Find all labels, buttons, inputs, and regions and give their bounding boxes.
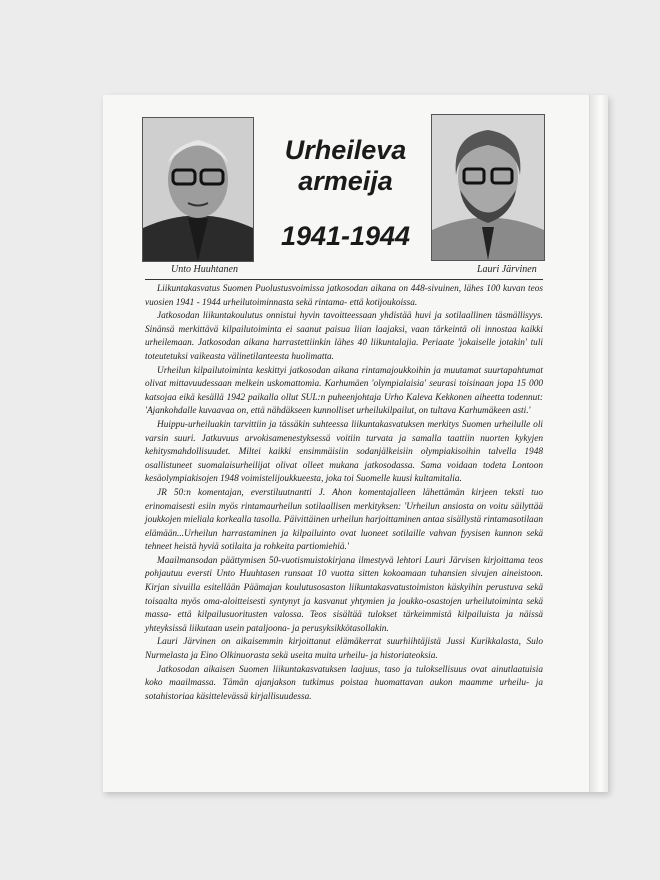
title-line-2: armeija (298, 166, 393, 196)
title-line-1: Urheileva (284, 135, 407, 165)
portrait-photo-left (142, 117, 254, 262)
book-title (263, 135, 428, 252)
book-spine (589, 95, 608, 792)
paragraph: Huippu-urheiluakin tarvittiin ja tässäkin suhteessa liikuntakasvatuksen merkitys Suomen urheilulle oli varsin suuri. Jatkuvuus arvokisamenestyksessä voitiin turvata ja samalla taattiin nuorten kykyjen kehitysmahdollisuudet. Miltei kaikki ensimmäisiin sodanjälkeisiin olympiakisoihin talvella 1948 osallistuneet suomalaisurheilijat olivat olleet mukana jatkosodassa. Sama voidaan todeta Lontoon kesäolympiakisojen 1948 voimistelijoukkueesta, joka toi Suomelle kuusi kultamitalia. (145, 419, 543, 485)
paragraph: JR 50:n komentajan, everstiluutnantti J. Ahon komentajalleen lähettämän kirjeen teksti tuo erinomaisesti esiin myös rintamaurheilun sotilaallisen merkityksen: 'Urheilun ansiosta on voitu säilyttää joukkojen mieliala korkealla tasolla. Päivittäinen urheilun harjoittaminen antaa sisällystä rintamasotilaan elämään...Urheilun harrastaminen ja kilpailuinto ovat luoneet sotilaille vahvan fyysisen kunnon sekä tehneet heistä hyviä sotilaita ja rohkeita partiomiehiä.' (145, 487, 543, 553)
caption-right: Lauri Järvinen (477, 264, 537, 275)
paragraph: Jatkosodan aikaisen Suomen liikuntakasvatuksen laajuus, taso ja tuloksellisuus ovat ainutlaatuisia koko maailmassa. Tämän ajanjakson tutkimus poistaa huomattavan aukon maamme urheilu- ja sotahistoriaa käsittelevässä kirjallisuudessa. (145, 664, 543, 702)
paragraph: Urheilun kilpailutoiminta keskittyi jatkosodan aikana rintamajoukkoihin ja muutamat suurtapahtumat olivat mittavuudessaan melkein uskomattomia. Karhumäen 'olympialaisia' seurasi toisinaan jopa 15 000 katsojaa eikä kesällä 1942 paikalla ollut SUL:n puheenjohtaja Urho Kaleva Kekkonen aiheetta todennut: 'Ajankohdalle kuvaavaa on, että nähdäkseen kunnolliset urheilukilpailut, on tultava Karhumäkeen asti.' (145, 365, 543, 417)
paragraph: Maailmansodan päättymisen 50-vuotismuistokirjana ilmestyvä lehtori Lauri Järvisen kirjoittama teos pohjautuu eversti Unto Huuhtasen runsaat 10 vuotta sitten kokoamaan tuhansien sivujen aineistoon. Kirjan sivuilla esitellään Päämajan koulutusosaston liikuntakasvatustoimiston käskyihin perustuva sekä toisaalta myös oma-aloitteisesti syntynyt ja kasvanut yhtymien ja joukko-osastojen urheilutoiminta sekä massa- että kilpailusuoritusten valossa. Teos sisältää tulokset tärkeimmistä kilpailuista ja näissä yhteyksissä liikutaan usein pataljoona- ja perusyksikkötasollakin. (145, 555, 543, 634)
portrait-photo-right (431, 114, 545, 261)
title-years: 1941-1944 (280, 221, 411, 251)
caption-left: Unto Huuhtanen (171, 264, 238, 275)
blurb-text (145, 279, 543, 704)
paragraph: Lauri Järvinen on aikaisemmin kirjoittanut elämäkerrat suurhiihtäjistä Jussi Kurikkalasta, Sulo Nurmelasta ja Eino Olkinuorasta sekä useita muita urheilu- ja historiateoksia. (145, 637, 543, 662)
paragraph: Liikuntakasvatus Suomen Puolustusvoimissa jatkosodan aikana on 448-sivuinen, lähes 100 kuvan teos vuosien 1941 - 1944 urheilutoiminnasta sekä rintama- että kotijoukoissa. (145, 284, 543, 308)
book-back-cover (103, 95, 608, 792)
paragraph: Jatkosodan liikuntakoulutus onnistui hyvin tavoitteessaan yhdistää huvi ja sotilaallinen täsmällisyys. Sinänsä merkittävä kilpailutoiminta ei saanut paisua liian laajaksi, vaan tärkeintä oli innostaa kaikki urheilemaan. Jatkosodan aikana harrastettiinkin lähes 40 liikuntalajia. Periaate 'jokaiselle jotakin' tuli toteutetuksi vaikeasta välinetilanteesta huolimatta. (145, 311, 543, 362)
